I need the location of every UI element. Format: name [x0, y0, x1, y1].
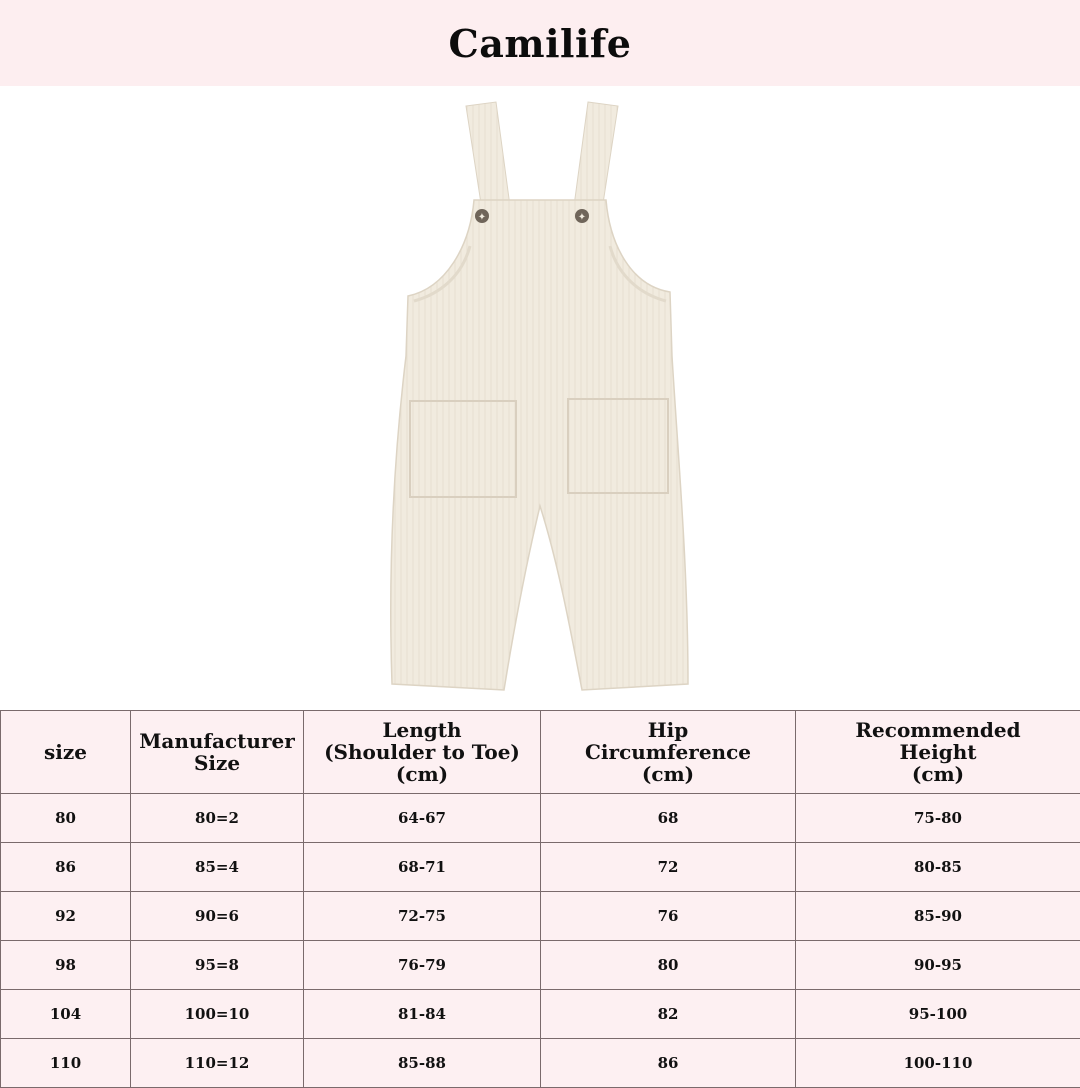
cell-length: 72-75	[304, 892, 541, 941]
cell-height: 85-90	[796, 892, 1080, 941]
corduroy-overalls-image	[370, 96, 710, 696]
cell-manufacturer-size: 80=2	[131, 794, 304, 843]
brand-header	[0, 0, 1080, 86]
cell-hip: 72	[541, 843, 796, 892]
cell-length: 76-79	[304, 941, 541, 990]
cell-manufacturer-size: 100=10	[131, 990, 304, 1039]
cell-length: 68-71	[304, 843, 541, 892]
svg-text:✦: ✦	[578, 212, 586, 223]
table-row	[1, 941, 1080, 990]
left-button-icon	[475, 209, 489, 223]
right-button-icon	[575, 209, 589, 223]
product-image	[370, 96, 710, 696]
left-strap	[466, 102, 510, 210]
cell-manufacturer-size: 90=6	[131, 892, 304, 941]
right-strap	[574, 102, 618, 210]
size-chart-table	[0, 710, 1080, 1088]
overalls-body	[391, 200, 688, 690]
brand-title: Camilife	[449, 21, 632, 66]
column-header-height: Recommended Height (cm)	[796, 711, 1080, 794]
table-header-row	[1, 711, 1080, 794]
column-header-length: Length (Shoulder to Toe) (cm)	[304, 711, 541, 794]
cell-height: 95-100	[796, 990, 1080, 1039]
table-row	[1, 892, 1080, 941]
cell-hip: 82	[541, 990, 796, 1039]
cell-height: 75-80	[796, 794, 1080, 843]
cell-height: 90-95	[796, 941, 1080, 990]
cell-size: 110	[1, 1039, 131, 1088]
cell-manufacturer-size: 110=12	[131, 1039, 304, 1088]
column-header-size: size	[1, 711, 131, 794]
cell-size: 80	[1, 794, 131, 843]
cell-size: 92	[1, 892, 131, 941]
cell-length: 85-88	[304, 1039, 541, 1088]
cell-hip: 76	[541, 892, 796, 941]
cell-manufacturer-size: 85=4	[131, 843, 304, 892]
cell-manufacturer-size: 95=8	[131, 941, 304, 990]
table-row	[1, 843, 1080, 892]
cell-length: 81-84	[304, 990, 541, 1039]
cell-hip: 80	[541, 941, 796, 990]
table-row	[1, 1039, 1080, 1088]
cell-hip: 68	[541, 794, 796, 843]
column-header-manufacturer-size: Manufacturer Size	[131, 711, 304, 794]
svg-text:✦: ✦	[478, 212, 486, 223]
table-row	[1, 990, 1080, 1039]
table-row	[1, 794, 1080, 843]
cell-size: 98	[1, 941, 131, 990]
cell-hip: 86	[541, 1039, 796, 1088]
cell-length: 64-67	[304, 794, 541, 843]
cell-height: 80-85	[796, 843, 1080, 892]
cell-size: 86	[1, 843, 131, 892]
cell-height: 100-110	[796, 1039, 1080, 1088]
cell-size: 104	[1, 990, 131, 1039]
column-header-hip: Hip Circumference (cm)	[541, 711, 796, 794]
